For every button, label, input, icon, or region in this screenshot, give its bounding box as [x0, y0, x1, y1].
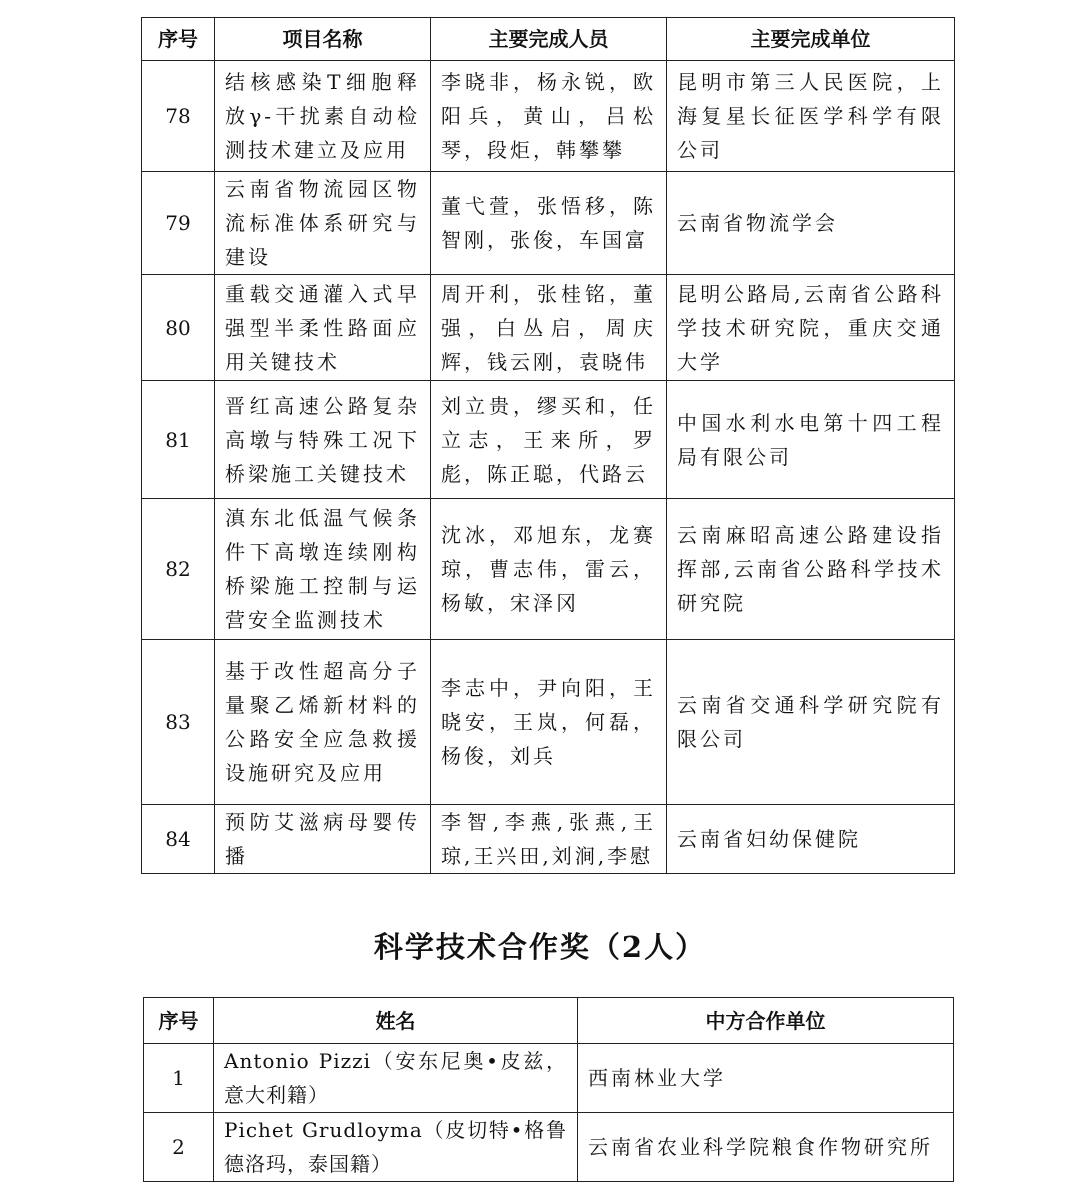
person-name: Pichet Grudloyma（皮切特•格鲁德洛玛，泰国籍） — [214, 1113, 578, 1182]
project-name: 基于改性超高分子量聚乙烯新材料的公路安全应急救援设施研究及应用 — [215, 640, 431, 805]
table-header-row — [144, 998, 954, 1044]
row-number: 79 — [142, 172, 215, 275]
project-name: 结核感染T细胞释放γ-干扰素自动检测技术建立及应用 — [215, 61, 431, 172]
cooperation-award-table — [143, 997, 954, 1182]
header-name: 姓名 — [214, 998, 578, 1044]
table-row — [144, 1044, 954, 1113]
table-row — [142, 275, 955, 381]
row-number: 82 — [142, 499, 215, 640]
unit: 中国水利水电第十四工程局有限公司 — [667, 381, 955, 499]
table-row — [142, 499, 955, 640]
table-header-row — [142, 18, 955, 61]
header-number: 序号 — [144, 998, 214, 1044]
unit: 昆明公路局,云南省公路科学技术研究院，重庆交通大学 — [667, 275, 955, 381]
awards-table — [141, 17, 955, 874]
header-chinese-partner-unit: 中方合作单位 — [578, 998, 954, 1044]
table-row — [144, 1113, 954, 1182]
person-name: Antonio Pizzi（安东尼奥•皮兹，意大利籍） — [214, 1044, 578, 1113]
header-number: 序号 — [142, 18, 215, 61]
unit: 云南省妇幼保健院 — [667, 805, 955, 874]
header-project-name: 项目名称 — [215, 18, 431, 61]
people: 李志中，尹向阳，王晓安，王岚，何磊，杨俊，刘兵 — [431, 640, 667, 805]
header-main-unit: 主要完成单位 — [667, 18, 955, 61]
section-title: 科学技术合作奖（2人） — [373, 930, 707, 964]
table-row — [142, 381, 955, 499]
people: 刘立贵，缪买和，任立志，王来所，罗彪，陈正聪，代路云 — [431, 381, 667, 499]
row-number: 78 — [142, 61, 215, 172]
unit: 云南省物流学会 — [667, 172, 955, 275]
people: 李晓非，杨永锐，欧阳兵，黄山，吕松琴，段炬，韩攀攀 — [431, 61, 667, 172]
people: 董弋萱，张悟移，陈智刚，张俊，车国富 — [431, 172, 667, 275]
row-number: 80 — [142, 275, 215, 381]
project-name: 重载交通灌入式早强型半柔性路面应用关键技术 — [215, 275, 431, 381]
table-row — [142, 640, 955, 805]
unit: 云南省交通科学研究院有限公司 — [667, 640, 955, 805]
unit: 云南麻昭高速公路建设指挥部,云南省公路科学技术研究院 — [667, 499, 955, 640]
row-number: 83 — [142, 640, 215, 805]
table-row — [142, 805, 955, 874]
project-name: 滇东北低温气候条件下高墩连续刚构桥梁施工控制与运营安全监测技术 — [215, 499, 431, 640]
table-row — [142, 61, 955, 172]
header-main-people: 主要完成人员 — [431, 18, 667, 61]
row-number: 81 — [142, 381, 215, 499]
table-row — [142, 172, 955, 275]
project-name: 晋红高速公路复杂高墩与特殊工况下桥梁施工关键技术 — [215, 381, 431, 499]
people: 沈冰，邓旭东，龙赛琼，曹志伟，雷云，杨敏，宋泽冈 — [431, 499, 667, 640]
project-name: 预防艾滋病母婴传播 — [215, 805, 431, 874]
row-number: 2 — [144, 1113, 214, 1182]
partner-unit: 云南省农业科学院粮食作物研究所 — [578, 1113, 954, 1182]
project-name: 云南省物流园区物流标准体系研究与建设 — [215, 172, 431, 275]
unit: 昆明市第三人民医院，上海复星长征医学科学有限公司 — [667, 61, 955, 172]
people: 李智,李燕,张燕,王琼,王兴田,刘涧,李慰 — [431, 805, 667, 874]
row-number: 1 — [144, 1044, 214, 1113]
partner-unit: 西南林业大学 — [578, 1044, 954, 1113]
row-number: 84 — [142, 805, 215, 874]
people: 周开利，张桂铭，董强，白丛启，周庆辉，钱云刚，袁晓伟 — [431, 275, 667, 381]
